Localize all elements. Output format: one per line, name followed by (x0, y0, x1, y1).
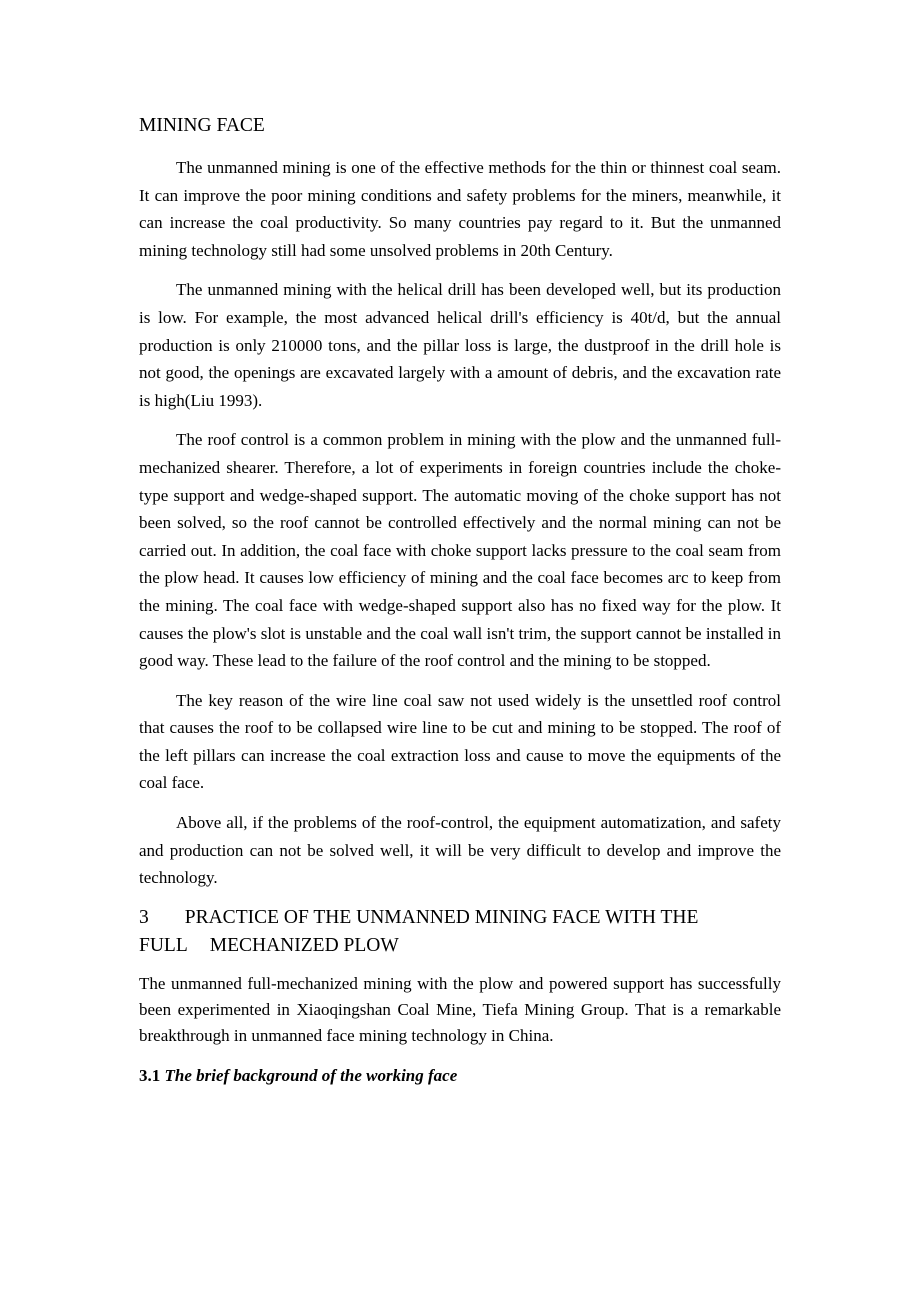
paragraph: Above all, if the problems of the roof-control, the equipment automatization, and safety and production can not be solved well, it will be very difficult to develop and improve the technology. (139, 813, 781, 888)
section-heading (139, 904, 781, 960)
section-number: 3 (139, 906, 149, 928)
section-intro-paragraph: The unmanned full-mechanized mining with the plow and powered support has successfully been experimented in Xiaoqingshan Coal Mine, Tiefa Mining Group. That is a remarkable breakthrough in unmanned face mining technology in China. (139, 973, 781, 1045)
paragraph: The unmanned mining is one of the effective methods for the thin or thinnest coal seam. It can improve the poor mining conditions and safety problems for the miners, meanwhile, it can increase the coal productivity. So many countries pay regard to it. But the unmanned mining technology still had some unsolved problems in 20th Century. (139, 158, 781, 260)
subsection-title: The brief background of the working face (164, 1065, 458, 1085)
section-title-line2-a: FULL (139, 934, 188, 956)
subsection-number: 3.1 (139, 1065, 161, 1085)
paragraph: The key reason of the wire line coal saw not used widely is the unsettled roof control that causes the roof to be collapsed wire line to be cut and mining to be stopped. The roof of the left pillars can increase the coal extraction loss and cause to move the equipments of the coal face. (139, 690, 781, 793)
section-title-line2-b: MECHANIZED PLOW (209, 934, 399, 956)
section-heading-continued: MINING FACE (139, 115, 265, 136)
subsection-heading (139, 1063, 781, 1089)
paragraph: The roof control is a common problem in mining with the plow and the unmanned full-mechanized shearer. Therefore, a lot of experiments in foreign countries include the choke-type support and wedge-shaped support. The automatic moving of the choke support has not been solved, so the roof cannot be controlled effectively and the normal mining can not be carried out. In addition, the coal face with choke support lacks pressure to the coal seam from the plow head. It causes low efficiency of mining and the coal face becomes arc to keep from the mining. The coal face with wedge-shaped support also has no fixed way for the plow. It causes the plow's slot is unstable and the coal wall isn't trim, the support cannot be installed in good way. These lead to the failure of the roof control and the mining to be stopped. (139, 430, 781, 671)
section-title-line1: PRACTICE OF THE UNMANNED MINING FACE WITH THE (184, 906, 699, 928)
paragraph: The unmanned mining with the helical drill has been developed well, but its production is low. For example, the most advanced helical drill's efficiency is 40t/d, but the annual production is only 210000 tons, and the pillar loss is large, the dustproof in the drill hole is not good, the openings are excavated largely with a amount of debris, and the excavation rate is high(Liu 1993). (139, 280, 781, 410)
